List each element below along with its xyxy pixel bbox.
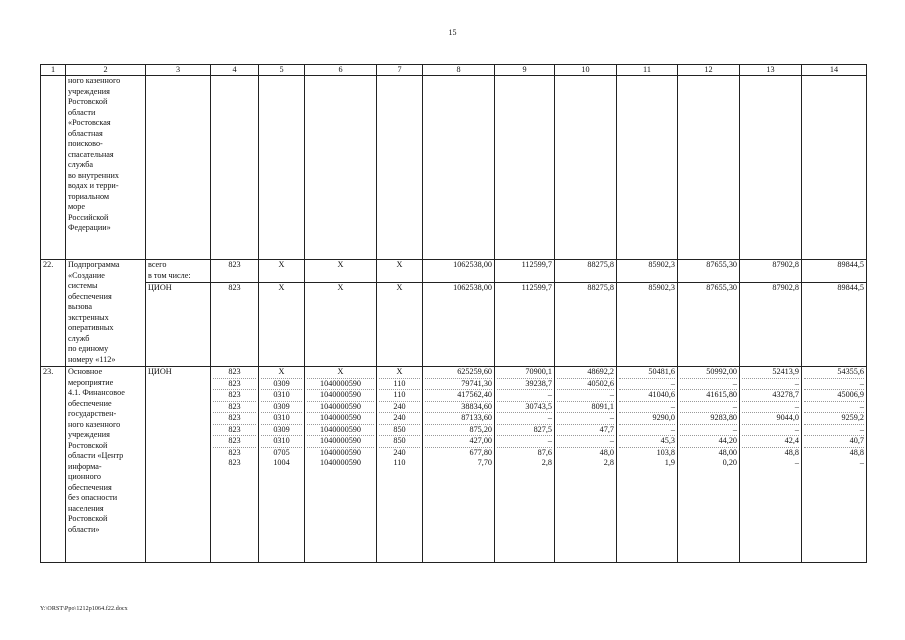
row23-value-c11: –: [619, 379, 675, 391]
row23-value-c7: 110: [379, 390, 420, 402]
row23-source: ЦИОН: [146, 367, 211, 563]
row23-value-c11: 41040,6: [619, 390, 675, 402]
header-cell: 12: [678, 65, 740, 76]
row23-value-c11: 9290,0: [619, 413, 675, 425]
row23-value-c10: 47,7: [557, 425, 614, 437]
header-cell: 9: [495, 65, 555, 76]
row23-value-c8: 7,70: [477, 458, 492, 467]
row23-value-c14: 54355,6: [804, 367, 864, 379]
file-path-footer: Y:\ORST\Ppo\1212p1064.f22.docx: [40, 606, 128, 612]
header-cell: 7: [377, 65, 423, 76]
row23-value-c4: 823: [213, 402, 256, 414]
row23-value-c9: –: [497, 436, 552, 448]
col9-values: [495, 367, 555, 563]
row23-value-c11: 45,3: [619, 436, 675, 448]
header-cell: 2: [66, 65, 146, 76]
row23-value-c12: 44,20: [680, 436, 737, 448]
row23-value-c6: 1040000590: [307, 436, 374, 448]
row23-value-c13: –: [794, 458, 799, 467]
row23-value-c13: 43278,7: [742, 390, 799, 402]
row-number: 23.: [41, 367, 66, 563]
header-cell: 13: [740, 65, 802, 76]
row23-value-c12: –: [680, 425, 737, 437]
row23-value-c9: 70900,1: [497, 367, 552, 379]
row23-value-c8: 38834,60: [425, 402, 492, 414]
row23-value-c14: 48,8: [849, 447, 864, 457]
row23-value-c6: 1040000590: [307, 379, 374, 391]
col8-values: [423, 367, 495, 563]
row23-value-c12: 41615,80: [680, 390, 737, 402]
header-cell: 5: [259, 65, 305, 76]
row23-value-c7: 240: [393, 447, 406, 457]
header-row: [41, 65, 867, 76]
cell-c5: X: [259, 283, 305, 367]
cell-c7: X: [377, 283, 423, 367]
row23-value-c6: 1040000590: [320, 447, 361, 457]
cell-c6: X: [305, 283, 377, 367]
row23-value-c13: 42,4: [742, 436, 799, 448]
row23-value-c7: 110: [393, 458, 406, 467]
row23-value-c4: 823: [213, 413, 256, 425]
col14-values: [802, 367, 867, 563]
table-row-22: [41, 260, 867, 283]
row23-value-c12: –: [680, 379, 737, 391]
row23-value-c5: 0309: [261, 402, 302, 414]
row23-value-c5: X: [261, 367, 302, 379]
row23-value-c11: –: [619, 425, 675, 437]
col7-values: [377, 367, 423, 563]
row23-value-c7: X: [379, 367, 420, 379]
row23-value-c4: 823: [213, 379, 256, 391]
row23-value-c4: 823: [213, 367, 256, 379]
row23-value-c8: 79741,30: [425, 379, 492, 391]
header-cell: 14: [802, 65, 867, 76]
row23-value-c8: 417562,40: [425, 390, 492, 402]
row23-value-c9: 30743,5: [497, 402, 552, 414]
row23-value-c9: 39238,7: [497, 379, 552, 391]
row23-value-c14: 9259,2: [804, 413, 864, 425]
header-cell: 6: [305, 65, 377, 76]
row23-value-c5: 0705: [273, 447, 290, 457]
row23-value-c10: 2,8: [603, 458, 614, 467]
row23-value-c5: 0310: [261, 390, 302, 402]
row23-value-c5: 0310: [261, 413, 302, 425]
col6-values: [305, 367, 377, 563]
col11-values: [617, 367, 678, 563]
cell-c11: 85902,3: [617, 283, 678, 367]
row23-value-c7: 850: [379, 425, 420, 437]
row23-value-c6: 1040000590: [320, 458, 361, 467]
cell-c11: 85902,3: [617, 260, 678, 283]
cell-c8: 1062538,00: [423, 283, 495, 367]
row23-value-c12: 50992,00: [680, 367, 737, 379]
row23-value-c11: 1,9: [664, 458, 675, 467]
col4-values: [211, 367, 259, 563]
col10-values: [555, 367, 617, 563]
row23-value-c14: 40,7: [804, 436, 864, 448]
cell-c5: X: [259, 260, 305, 283]
row23-value-c8: 875,20: [425, 425, 492, 437]
row23-value-c13: –: [742, 402, 799, 414]
row23-value-c5: 0310: [261, 436, 302, 448]
header-cell: 11: [617, 65, 678, 76]
row23-value-c10: –: [557, 436, 614, 448]
row23-value-c14: –: [804, 402, 864, 414]
row23-value-c6: X: [307, 367, 374, 379]
cell-c12: 87655,30: [678, 283, 740, 367]
row23-value-c10: –: [557, 413, 614, 425]
row23-value-c6: 1040000590: [307, 390, 374, 402]
budget-table: [40, 64, 867, 563]
cell-c10: 88275,8: [555, 260, 617, 283]
row23-value-c7: 850: [379, 436, 420, 448]
row23-value-c9: 827,5: [497, 425, 552, 437]
row23-value-c4: 823: [228, 458, 241, 467]
row23-value-c14: 45006,9: [804, 390, 864, 402]
row23-value-c6: 1040000590: [307, 425, 374, 437]
cell-c7: X: [377, 260, 423, 283]
table-row-22-cion: [41, 283, 867, 367]
cell-c14: 89844,5: [802, 283, 867, 367]
row23-value-c4: 823: [213, 390, 256, 402]
row23-value-c6: 1040000590: [307, 413, 374, 425]
row23-value-c13: 48,8: [784, 447, 799, 457]
row23-value-c13: 52413,9: [742, 367, 799, 379]
row23-value-c14: –: [804, 425, 864, 437]
row23-value-c7: 240: [379, 413, 420, 425]
cell-c9: 112599,7: [495, 260, 555, 283]
table-row-23: [41, 367, 867, 563]
row23-value-c5: 0309: [261, 425, 302, 437]
row23-value-c11: 50481,6: [619, 367, 675, 379]
row23-value-c12: –: [680, 402, 737, 414]
cell-c14: 89844,5: [802, 260, 867, 283]
col13-values: [740, 367, 802, 563]
row23-value-c9: –: [497, 413, 552, 425]
row-cont-text: ного казенного учреждения Ростовской области «Ростовская областная поисково- спасательная служба во внутренних водах и терри- ториальном море Российской Федерации»: [66, 76, 146, 260]
cell-c13: 87902,8: [740, 283, 802, 367]
header-cell: 1: [41, 65, 66, 76]
row23-value-c4: 823: [213, 425, 256, 437]
row23-value-c8: 677,80: [469, 447, 492, 457]
row22-text: Подпрограмма «Создание системы обеспечения вызова экстренных оперативных служб по единому номеру «112»: [66, 260, 146, 367]
col5-values: [259, 367, 305, 563]
cell-c8: 1062538,00: [423, 260, 495, 283]
row23-value-c10: –: [557, 390, 614, 402]
cell-c4: 823: [211, 283, 259, 367]
header-cell: 8: [423, 65, 495, 76]
row23-value-c9: 2,8: [541, 458, 552, 467]
header-cell: 3: [146, 65, 211, 76]
cell-c12: 87655,30: [678, 260, 740, 283]
cell-c13: 87902,8: [740, 260, 802, 283]
row23-value-c13: –: [742, 425, 799, 437]
row23-value-c12: 9283,80: [680, 413, 737, 425]
row23-value-c4: 823: [228, 447, 241, 457]
table-row-continued: [41, 76, 867, 260]
row23-value-c9: –: [497, 390, 552, 402]
row23-value-c5: 1004: [273, 458, 290, 467]
row23-value-c13: 9044,0: [742, 413, 799, 425]
row23-value-c4: 823: [213, 436, 256, 448]
header-cell: 4: [211, 65, 259, 76]
cell-c9: 112599,7: [495, 283, 555, 367]
row-number: 22.: [41, 260, 66, 367]
row22-source-total: всего в том числе:: [146, 260, 211, 283]
row23-value-c10: 8091,1: [557, 402, 614, 414]
row23-value-c11: 103,8: [656, 447, 675, 457]
row23-value-c12: 0,20: [722, 458, 737, 467]
row23-value-c10: 48,0: [599, 447, 614, 457]
row23-value-c5: 0309: [261, 379, 302, 391]
col12-values: [678, 367, 740, 563]
row23-value-c9: 87,6: [537, 447, 552, 457]
row23-value-c8: 427,00: [425, 436, 492, 448]
row23-value-c11: –: [619, 402, 675, 414]
row23-value-c6: 1040000590: [307, 402, 374, 414]
row23-value-c10: 40502,6: [557, 379, 614, 391]
row22-source-cion: ЦИОН: [146, 283, 211, 367]
cell-c6: X: [305, 260, 377, 283]
page-number: 15: [448, 28, 457, 37]
row23-value-c10: 48692,2: [557, 367, 614, 379]
row23-value-c14: –: [804, 379, 864, 391]
row23-value-c13: –: [742, 379, 799, 391]
row23-value-c8: 625259,60: [425, 367, 492, 379]
cell-c10: 88275,8: [555, 283, 617, 367]
row23-value-c14: –: [859, 458, 864, 467]
cell-c4: 823: [211, 260, 259, 283]
row23-value-c7: 240: [379, 402, 420, 414]
header-cell: 10: [555, 65, 617, 76]
row23-text: Основное мероприятие 4.1. Финансовое обеспечение государствен- ного казенного учреждения Ростовской области «Центр информа- ционного обеспечения без опасности населения Ростовской области»: [66, 367, 146, 563]
row23-value-c7: 110: [379, 379, 420, 391]
row23-value-c12: 48,00: [718, 447, 737, 457]
row23-value-c8: 87133,60: [425, 413, 492, 425]
